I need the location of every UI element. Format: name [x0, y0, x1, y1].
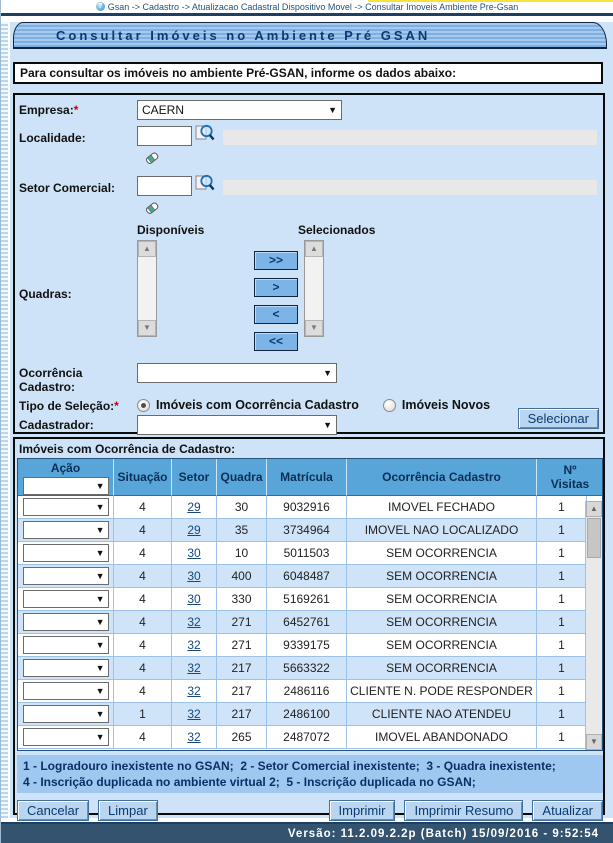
row-setor-cell: [172, 657, 217, 680]
row-ocorrencia: SEM OCORRENCIA: [347, 657, 537, 680]
column-header-situacao: Situação: [114, 459, 172, 496]
scroll-down-icon[interactable]: ▼: [138, 320, 156, 336]
column-header-quadra: Quadra: [217, 459, 267, 496]
row-setor-cell: [172, 496, 217, 519]
tipo-selecao-required-asterisk: *: [114, 399, 119, 413]
row-visitas: 1: [537, 726, 587, 749]
ocorrencia-cadastro-row: [19, 363, 599, 394]
setor-comercial-eraser-icon[interactable]: [144, 203, 161, 220]
row-acao-cell: [18, 657, 114, 680]
row-ocorrencia: CLIENTE NAO ATENDEU: [347, 703, 537, 726]
row-situacao: 4: [114, 565, 172, 588]
main-content: [1, 22, 613, 818]
table-row: [18, 703, 603, 726]
chevron-down-icon: ▼: [95, 548, 105, 558]
localidade-description-field: [223, 130, 597, 145]
row-acao-cell: [18, 611, 114, 634]
row-acao-cell: [18, 588, 114, 611]
radio-imoveis-com-ocorrencia-label[interactable]: Imóveis com Ocorrência Cadastro: [156, 398, 359, 412]
breadcrumb-bar: [1, 0, 613, 13]
row-quadra: 10: [217, 542, 267, 565]
row-situacao: 4: [114, 657, 172, 680]
row-matricula: 6452761: [267, 611, 347, 634]
row-quadra: 271: [217, 611, 267, 634]
row-matricula: 2486100: [267, 703, 347, 726]
chevron-down-icon: ▼: [323, 368, 332, 378]
chevron-down-icon: ▼: [95, 525, 105, 535]
row-visitas: 1: [537, 565, 587, 588]
left-stripe-decoration: [1, 22, 10, 818]
row-setor-cell: [172, 519, 217, 542]
row-acao-select[interactable]: [23, 498, 109, 516]
row-situacao: 4: [114, 680, 172, 703]
column-header-setor: Setor: [172, 459, 217, 496]
chevron-down-icon: ▼: [95, 640, 105, 650]
row-ocorrencia: IMOVEL FECHADO: [347, 496, 537, 519]
row-matricula: 3734964: [267, 519, 347, 542]
localidade-label: Localidade:: [19, 131, 86, 145]
table-header-row: [18, 459, 603, 496]
radio-imoveis-novos-label[interactable]: Imóveis Novos: [401, 398, 491, 412]
chevron-down-icon: ▼: [323, 420, 332, 430]
row-setor-link[interactable]: 30: [187, 546, 201, 560]
row-setor-link[interactable]: 32: [187, 661, 201, 675]
legend-line-1: 1 - Logradouro inexistente no GSAN; 2 - Setor Comercial inexistente; 3 - Quadra inexistente;: [23, 759, 556, 773]
atualizar-button[interactable]: Atualizar: [532, 800, 603, 821]
row-setor-cell: [172, 565, 217, 588]
row-acao-select[interactable]: [23, 636, 109, 654]
row-setor-link[interactable]: 30: [187, 592, 201, 606]
row-ocorrencia: SEM OCORRENCIA: [347, 611, 537, 634]
table-scrollbar[interactable]: [585, 501, 602, 750]
row-situacao: 1: [114, 703, 172, 726]
acao-header-text: Ação: [50, 461, 81, 475]
legend-bar: [17, 755, 603, 793]
row-acao-cell: [18, 703, 114, 726]
row-ocorrencia: CLIENTE N. PODE RESPONDER: [347, 680, 537, 703]
column-header-matricula: Matrícula: [267, 459, 347, 496]
tipo-selecao-label: [19, 396, 137, 413]
row-acao-select[interactable]: [23, 590, 109, 608]
row-acao-select[interactable]: [23, 521, 109, 539]
table-row: [18, 657, 603, 680]
scroll-up-icon[interactable]: ▲: [586, 501, 602, 517]
row-visitas: 1: [537, 542, 587, 565]
row-setor-cell: [172, 703, 217, 726]
row-quadra: 217: [217, 680, 267, 703]
ocorrencia-cadastro-label: Ocorrência Cadastro:: [19, 366, 83, 394]
actions-row: [17, 800, 603, 821]
row-ocorrencia: IMOVEL ABANDONADO: [347, 726, 537, 749]
row-visitas: 1: [537, 703, 587, 726]
row-visitas: 1: [537, 611, 587, 634]
row-acao-select[interactable]: [23, 544, 109, 562]
row-setor-link[interactable]: 30: [187, 569, 201, 583]
radio-imoveis-novos[interactable]: [383, 399, 396, 412]
row-quadra: 330: [217, 588, 267, 611]
row-visitas: 1: [537, 657, 587, 680]
setor-comercial-search-icon[interactable]: [195, 173, 215, 198]
row-matricula: 5011503: [267, 542, 347, 565]
chevron-down-icon: ▼: [95, 594, 105, 604]
table-row: [18, 588, 603, 611]
cadastrador-select[interactable]: [137, 415, 337, 435]
transfer-left-button[interactable]: <: [254, 305, 298, 324]
row-quadra: 271: [217, 634, 267, 657]
top-divider: [1, 13, 613, 16]
row-acao-select[interactable]: [23, 682, 109, 700]
quadras-selected-label: Selecionados: [298, 223, 376, 237]
row-situacao: 4: [114, 611, 172, 634]
chevron-down-icon: ▼: [328, 105, 337, 115]
row-situacao: 4: [114, 542, 172, 565]
row-situacao: 4: [114, 588, 172, 611]
empresa-required-asterisk: *: [73, 103, 79, 117]
quadras-label: Quadras:: [19, 287, 72, 301]
row-matricula: 9032916: [267, 496, 347, 519]
row-quadra: 217: [217, 703, 267, 726]
row-acao-cell: [18, 680, 114, 703]
chevron-down-icon: ▼: [95, 481, 105, 491]
row-setor-link[interactable]: 32: [187, 707, 201, 721]
row-setor-link[interactable]: 29: [187, 523, 201, 537]
tipo-selecao-row: [19, 396, 599, 413]
scroll-down-icon[interactable]: ▼: [586, 734, 602, 750]
chevron-down-icon: ▼: [95, 502, 105, 512]
table-row: [18, 542, 603, 565]
chevron-down-icon: ▼: [95, 732, 105, 742]
table-row: [18, 634, 603, 657]
row-acao-cell: [18, 726, 114, 749]
localidade-eraser-icon[interactable]: [144, 153, 161, 170]
row-ocorrencia: SEM OCORRENCIA: [347, 634, 537, 657]
acao-header-select[interactable]: [23, 477, 109, 495]
quadras-row: [19, 223, 599, 351]
results-panel: [13, 437, 605, 818]
row-setor-link[interactable]: 32: [187, 684, 201, 698]
row-situacao: 4: [114, 634, 172, 657]
row-ocorrencia: IMOVEL NAO LOCALIZADO: [347, 519, 537, 542]
breadcrumb: Gsan -> Cadastro -> Atualizacao Cadastral Dispositivo Movel -> Consultar Imoveis Ambiente Pre-Gsan: [107, 1, 519, 12]
empresa-selected-value: CAERN: [142, 103, 185, 117]
scroll-up-icon[interactable]: ▲: [138, 241, 156, 257]
results-section-label: Imóveis com Ocorrência de Cadastro:: [19, 442, 236, 456]
transfer-all-right-button[interactable]: >>: [254, 251, 298, 270]
row-quadra: 30: [217, 496, 267, 519]
row-matricula: 2487072: [267, 726, 347, 749]
row-acao-cell: [18, 542, 114, 565]
row-acao-select[interactable]: [23, 705, 109, 723]
selecionar-button[interactable]: Selecionar: [518, 408, 599, 429]
transfer-all-left-button[interactable]: <<: [254, 332, 298, 351]
row-quadra: 35: [217, 519, 267, 542]
row-acao-select[interactable]: [23, 659, 109, 677]
column-header-ocorrencia: Ocorrência Cadastro: [347, 459, 537, 496]
row-setor-cell: [172, 611, 217, 634]
row-visitas: 1: [537, 496, 587, 519]
row-setor-link[interactable]: 29: [187, 500, 201, 514]
quadras-selected-listbox[interactable]: [304, 240, 324, 337]
limpar-button[interactable]: Limpar: [98, 800, 158, 821]
localidade-search-icon[interactable]: [195, 123, 215, 148]
chevron-down-icon: ▼: [95, 571, 105, 581]
footer-bar: [1, 824, 613, 843]
tipo-selecao-label-text: Tipo de Seleção:: [19, 399, 115, 413]
quadras-available-label: Disponíveis: [137, 223, 205, 237]
cadastrador-row: [19, 415, 599, 435]
row-matricula: 2486116: [267, 680, 347, 703]
row-setor-cell: [172, 588, 217, 611]
row-matricula: 6048487: [267, 565, 347, 588]
radio-imoveis-com-ocorrencia[interactable]: [137, 399, 150, 412]
table-row: [18, 611, 603, 634]
row-acao-select[interactable]: [23, 613, 109, 631]
top-highlight-line: [368, 0, 613, 2]
row-situacao: 4: [114, 496, 172, 519]
cancelar-button[interactable]: Cancelar: [17, 800, 89, 821]
empresa-select[interactable]: [137, 100, 342, 120]
empresa-label-text: Empresa:: [19, 103, 74, 117]
row-setor-cell: [172, 726, 217, 749]
row-visitas: 1: [537, 680, 587, 703]
localidade-input[interactable]: [137, 126, 192, 146]
help-icon[interactable]: ?: [96, 2, 105, 11]
intro-text: Para consultar os imóveis no ambiente Pré-GSAN, informe os dados abaixo:: [13, 62, 603, 84]
row-situacao: 4: [114, 519, 172, 542]
row-acao-cell: [18, 565, 114, 588]
imprimir-resumo-button[interactable]: Imprimir Resumo: [404, 800, 523, 821]
row-quadra: 265: [217, 726, 267, 749]
table-body: [18, 496, 602, 749]
imprimir-button[interactable]: Imprimir: [329, 800, 396, 821]
row-setor-link[interactable]: 32: [187, 638, 201, 652]
row-acao-cell: [18, 634, 114, 657]
row-setor-link[interactable]: 32: [187, 615, 201, 629]
transfer-right-button[interactable]: >: [254, 278, 298, 297]
table-row: [18, 519, 603, 542]
row-acao-select[interactable]: [23, 728, 109, 746]
scroll-down-icon[interactable]: ▼: [305, 320, 323, 336]
row-acao-select[interactable]: [23, 567, 109, 585]
version-text: Versão: 11.2.09.2.2p (Batch) 15/09/2016 - 9:52:54: [287, 827, 599, 840]
row-visitas: 1: [537, 634, 587, 657]
search-form-panel: [13, 93, 605, 434]
ocorrencia-cadastro-select[interactable]: [137, 363, 337, 383]
table-row: [18, 726, 603, 749]
legend-line-2: 4 - Inscrição duplicada no ambiente virtual 2; 5 - Inscrição duplicada no GSAN;: [23, 775, 476, 789]
page-title: Consultar Imóveis no Ambiente Pré GSAN: [13, 22, 607, 49]
setor-comercial-description-field: [223, 180, 597, 195]
row-setor-cell: [172, 680, 217, 703]
row-setor-link[interactable]: 32: [187, 730, 201, 744]
chevron-down-icon: ▼: [95, 663, 105, 673]
row-visitas: 1: [537, 588, 587, 611]
row-ocorrencia: SEM OCORRENCIA: [347, 565, 537, 588]
results-table: [17, 458, 603, 751]
row-quadra: 400: [217, 565, 267, 588]
row-visitas: 1: [537, 519, 587, 542]
row-acao-cell: [18, 496, 114, 519]
setor-comercial-input[interactable]: [137, 176, 192, 196]
row-matricula: 5663322: [267, 657, 347, 680]
setor-comercial-row: [19, 173, 599, 221]
scrollbar-track[interactable]: [586, 559, 602, 734]
scroll-up-icon[interactable]: ▲: [305, 241, 323, 257]
table-row: [18, 565, 603, 588]
row-ocorrencia: SEM OCORRENCIA: [347, 542, 537, 565]
column-header-visitas: Nº Visitas: [537, 459, 603, 496]
row-situacao: 4: [114, 726, 172, 749]
localidade-row: [19, 123, 599, 171]
row-ocorrencia: SEM OCORRENCIA: [347, 588, 537, 611]
row-matricula: 9339175: [267, 634, 347, 657]
empresa-label: [19, 100, 137, 117]
scrollbar-thumb[interactable]: [587, 518, 601, 558]
column-header-acao: [18, 459, 114, 496]
row-setor-cell: [172, 634, 217, 657]
quadras-available-listbox[interactable]: [137, 240, 157, 337]
cadastrador-label: Cadastrador:: [19, 418, 94, 432]
chevron-down-icon: ▼: [95, 709, 105, 719]
chevron-down-icon: ▼: [95, 686, 105, 696]
row-acao-cell: [18, 519, 114, 542]
setor-comercial-label: Setor Comercial:: [19, 181, 116, 195]
empresa-row: [19, 100, 599, 120]
table-row: [18, 680, 603, 703]
chevron-down-icon: ▼: [95, 617, 105, 627]
row-matricula: 5169261: [267, 588, 347, 611]
row-quadra: 217: [217, 657, 267, 680]
table-row: [18, 496, 603, 519]
row-setor-cell: [172, 542, 217, 565]
